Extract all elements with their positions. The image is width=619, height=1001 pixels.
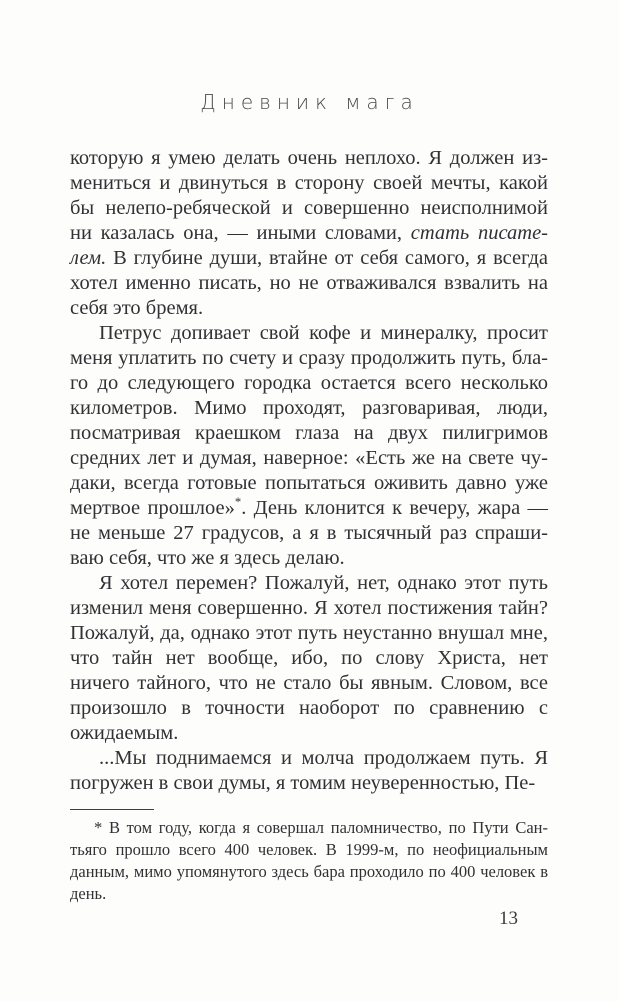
text-run: ...Мы поднимаемся и молча продолжаем путь. Я погружен в свои думы, я томим неуверенностью, Пе- bbox=[70, 747, 548, 794]
text-block bbox=[70, 146, 548, 905]
paragraph bbox=[70, 571, 548, 746]
text-run: . День клонится к вечеру, жара — не меньше 27 градусов, а я в тысячный раз спрашиваю себя, что же я здесь делаю. bbox=[70, 497, 549, 569]
page-number: 13 bbox=[499, 908, 518, 929]
body-text bbox=[70, 146, 548, 796]
paragraph bbox=[70, 321, 548, 571]
paragraph bbox=[70, 746, 548, 796]
text-run: Петрус допивает свой кофе и минералку, просит меня уплатить по счету и сразу продолжить путь, благо до следующего городка остается всего несколько километров. Мимо проходят, разговаривая, люди, посматривая краешком глаза на двух пилигримов средних лет и думая, наверное: «Есть же на свете чудаки, всегда готовые попытаться оживить давно уже мертвое прошлое» bbox=[70, 322, 548, 519]
running-head: Дневник мага bbox=[200, 90, 419, 114]
text-run: В глубине души, втайне от себя самого, я всегда хотел именно писать, но не отваживался взвалить на себя это бремя. bbox=[70, 247, 548, 319]
paragraph bbox=[70, 146, 548, 321]
text-run: которую я умею делать очень неплохо. Я должен измениться и двинуться в сторону своей мечты, какой бы нелепо-ребяческой и совершенно неисполнимой ни казалась она, — иными словами, bbox=[70, 147, 548, 244]
footnote-separator bbox=[70, 809, 154, 810]
footnote-marker: * bbox=[234, 495, 242, 510]
footnote-block bbox=[70, 809, 548, 905]
italic-phrase: стать писателем. bbox=[70, 222, 548, 269]
footnote-text: * В том году, когда я совершал паломничество, по Пути Сантьяго прошло всего 400 человек. В 1999-м, по неофициальным данным, мимо упомянутого здесь бара проходило по 400 человек в день. bbox=[70, 818, 548, 903]
text-run: Я хотел перемен? Пожалуй, нет, однако этот путь изменил меня совершенно. Я хотел постижения тайн? Пожалуй, да, однако этот путь неустанно внушал мне, что тайн нет вообще, ибо, по слову Христа, нет ничего тайного, что не стало бы явным. Словом, все произошло в точности наоборот по сравнению с ожидаемым. bbox=[70, 572, 548, 744]
